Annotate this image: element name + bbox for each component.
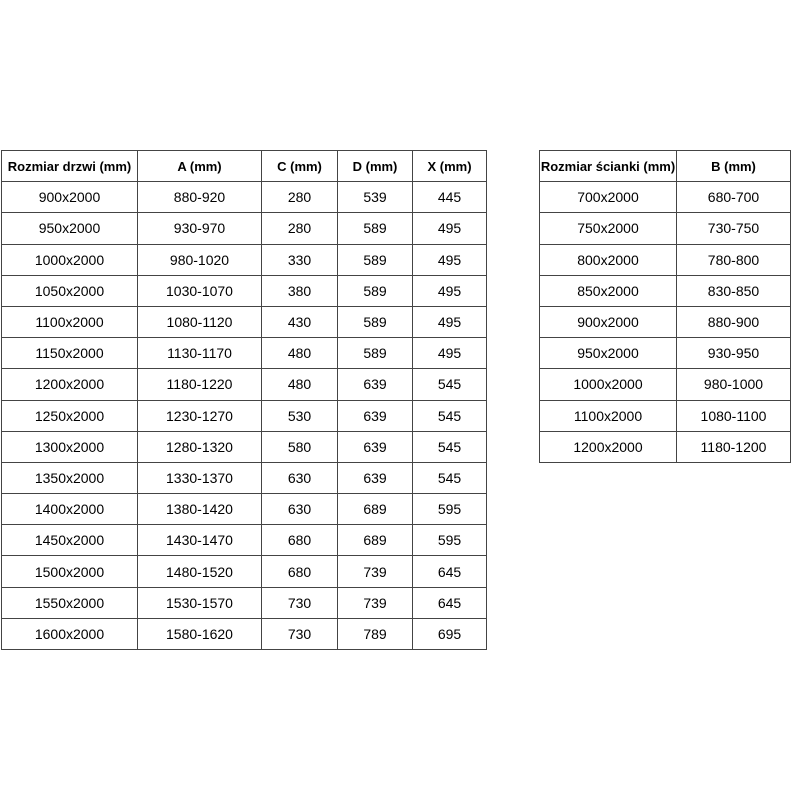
- table-row: [540, 213, 791, 244]
- table-cell: 1350x2000: [2, 462, 138, 493]
- table-row: [2, 618, 487, 649]
- wall-size-spec-table: [539, 150, 791, 463]
- table-cell: 930-970: [138, 213, 262, 244]
- table-cell: 495: [413, 244, 487, 275]
- table-row: [2, 369, 487, 400]
- table-row: [540, 338, 791, 369]
- table-cell: 630: [262, 494, 338, 525]
- table-cell: 900x2000: [540, 306, 677, 337]
- table-row: [540, 182, 791, 213]
- table-cell: 1280-1320: [138, 431, 262, 462]
- table-cell: 800x2000: [540, 244, 677, 275]
- door-size-spec-table: [1, 150, 487, 650]
- table-cell: 1100x2000: [540, 400, 677, 431]
- table-row: [2, 494, 487, 525]
- table-cell: 1580-1620: [138, 618, 262, 649]
- table-cell: 580: [262, 431, 338, 462]
- table-row: [2, 306, 487, 337]
- table-row: [2, 338, 487, 369]
- table-row: [540, 275, 791, 306]
- table-cell: 1330-1370: [138, 462, 262, 493]
- table-cell: 1600x2000: [2, 618, 138, 649]
- table-row: [2, 556, 487, 587]
- table-cell: 589: [338, 338, 413, 369]
- table-cell: 330: [262, 244, 338, 275]
- table-cell: 1230-1270: [138, 400, 262, 431]
- table-cell: 750x2000: [540, 213, 677, 244]
- table-cell: 1130-1170: [138, 338, 262, 369]
- table-cell: 830-850: [677, 275, 791, 306]
- table-cell: 930-950: [677, 338, 791, 369]
- table-cell: 700x2000: [540, 182, 677, 213]
- table-row: [2, 275, 487, 306]
- table-row: [540, 369, 791, 400]
- table-cell: 280: [262, 182, 338, 213]
- table-cell: 1080-1120: [138, 306, 262, 337]
- table-cell: 630: [262, 462, 338, 493]
- table-cell: 730-750: [677, 213, 791, 244]
- table-row: [2, 244, 487, 275]
- table-row: [2, 525, 487, 556]
- table-cell: 680-700: [677, 182, 791, 213]
- table-cell: 1430-1470: [138, 525, 262, 556]
- table-cell: 730: [262, 618, 338, 649]
- table-cell: 1530-1570: [138, 587, 262, 618]
- table-cell: 639: [338, 369, 413, 400]
- table-cell: 545: [413, 431, 487, 462]
- table-row: [2, 462, 487, 493]
- table-cell: 695: [413, 618, 487, 649]
- header-cell: Rozmiar drzwi (mm): [2, 151, 138, 182]
- table-row: [2, 400, 487, 431]
- table-cell: 1380-1420: [138, 494, 262, 525]
- table-cell: 1100x2000: [2, 306, 138, 337]
- table-cell: 1080-1100: [677, 400, 791, 431]
- table-cell: 430: [262, 306, 338, 337]
- wall-size-table: [539, 150, 790, 463]
- table-cell: 639: [338, 462, 413, 493]
- table-cell: 480: [262, 369, 338, 400]
- table-cell: 1500x2000: [2, 556, 138, 587]
- header-cell: C (mm): [262, 151, 338, 182]
- table-cell: 739: [338, 556, 413, 587]
- table-header-row: [2, 151, 487, 182]
- header-cell: B (mm): [677, 151, 791, 182]
- table-cell: 1450x2000: [2, 525, 138, 556]
- header-cell: A (mm): [138, 151, 262, 182]
- table-cell: 1030-1070: [138, 275, 262, 306]
- table-cell: 1180-1200: [677, 431, 791, 462]
- table-cell: 1000x2000: [2, 244, 138, 275]
- table-cell: 545: [413, 369, 487, 400]
- table-cell: 739: [338, 587, 413, 618]
- table-row: [540, 244, 791, 275]
- table-cell: 850x2000: [540, 275, 677, 306]
- table-row: [2, 182, 487, 213]
- table-cell: 645: [413, 587, 487, 618]
- door-size-table: [1, 150, 486, 650]
- table-cell: 1150x2000: [2, 338, 138, 369]
- table-cell: 950x2000: [2, 213, 138, 244]
- table-cell: 589: [338, 306, 413, 337]
- table-cell: 539: [338, 182, 413, 213]
- table-cell: 639: [338, 400, 413, 431]
- table-row: [2, 587, 487, 618]
- table-cell: 595: [413, 525, 487, 556]
- table-row: [540, 400, 791, 431]
- table-cell: 680: [262, 525, 338, 556]
- table-cell: 880-920: [138, 182, 262, 213]
- table-cell: 980-1000: [677, 369, 791, 400]
- table-row: [2, 213, 487, 244]
- table-cell: 950x2000: [540, 338, 677, 369]
- table-cell: 1000x2000: [540, 369, 677, 400]
- table-cell: 980-1020: [138, 244, 262, 275]
- table-cell: 680: [262, 556, 338, 587]
- table-cell: 480: [262, 338, 338, 369]
- table-cell: 1400x2000: [2, 494, 138, 525]
- table-row: [540, 431, 791, 462]
- table-cell: 1300x2000: [2, 431, 138, 462]
- table-cell: 689: [338, 525, 413, 556]
- table-row: [540, 306, 791, 337]
- header-cell: D (mm): [338, 151, 413, 182]
- table-cell: 900x2000: [2, 182, 138, 213]
- table-header-row: [540, 151, 791, 182]
- table-cell: 445: [413, 182, 487, 213]
- table-cell: 1550x2000: [2, 587, 138, 618]
- table-cell: 1050x2000: [2, 275, 138, 306]
- table-cell: 495: [413, 213, 487, 244]
- table-cell: 530: [262, 400, 338, 431]
- table-cell: 280: [262, 213, 338, 244]
- table-row: [2, 431, 487, 462]
- table-cell: 639: [338, 431, 413, 462]
- table-cell: 495: [413, 306, 487, 337]
- table-cell: 589: [338, 213, 413, 244]
- table-cell: 880-900: [677, 306, 791, 337]
- table-cell: 1200x2000: [2, 369, 138, 400]
- table-cell: 495: [413, 338, 487, 369]
- header-cell: X (mm): [413, 151, 487, 182]
- table-cell: 1250x2000: [2, 400, 138, 431]
- table-cell: 589: [338, 244, 413, 275]
- table-cell: 789: [338, 618, 413, 649]
- table-cell: 1200x2000: [540, 431, 677, 462]
- table-cell: 595: [413, 494, 487, 525]
- table-cell: 545: [413, 400, 487, 431]
- table-cell: 1180-1220: [138, 369, 262, 400]
- table-cell: 380: [262, 275, 338, 306]
- table-cell: 545: [413, 462, 487, 493]
- header-cell: Rozmiar ścianki (mm): [540, 151, 677, 182]
- table-cell: 589: [338, 275, 413, 306]
- table-cell: 645: [413, 556, 487, 587]
- table-cell: 730: [262, 587, 338, 618]
- table-cell: 495: [413, 275, 487, 306]
- table-cell: 689: [338, 494, 413, 525]
- table-cell: 780-800: [677, 244, 791, 275]
- table-cell: 1480-1520: [138, 556, 262, 587]
